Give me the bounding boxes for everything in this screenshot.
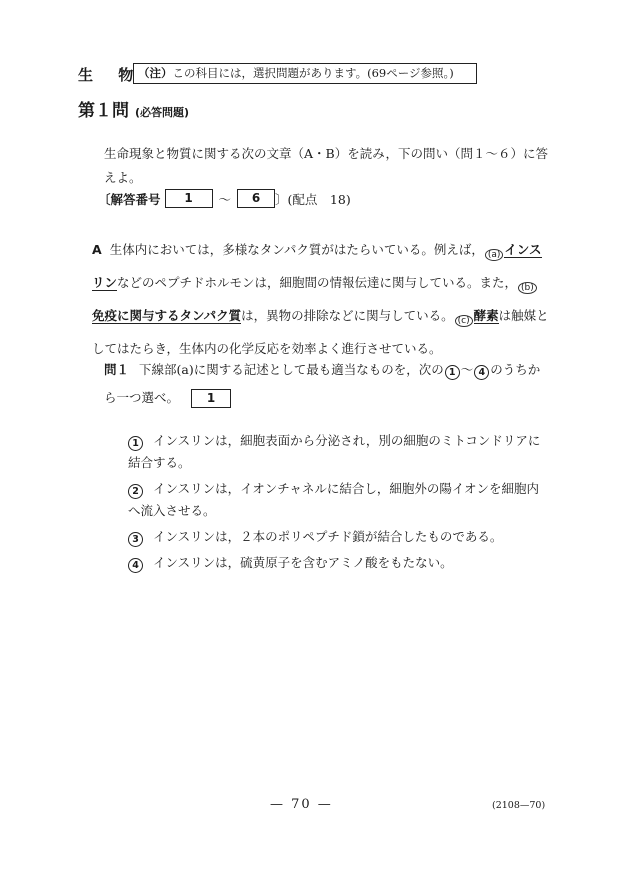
question-title [78,96,189,121]
marker-c: (c) [455,315,473,327]
note-text: この科目には，選択問題があります。(69ページ参照。) [172,66,454,80]
answer-label: 〔解答番号 [98,191,161,207]
option-1-number: 1 [128,436,143,451]
option-4[interactable] [128,552,548,574]
question-1-tilde: 〜 [460,362,474,377]
option-1-text: インスリンは，細胞表面から分泌され，別の細胞のミトコンドリアに結合する。 [128,433,541,470]
underline-a: インスリン [92,242,542,290]
question-1-text-2: のうちから一つ選べ。 [104,362,541,405]
option-3-text: インスリンは，２本のポリペプチド鎖が結合したものである。 [153,529,503,544]
marker-a: (a) [485,249,504,261]
answer-box-to: 6 [237,189,275,208]
underline-c: 酵素 [473,308,499,323]
page-code: (2108—70) [492,800,546,811]
question-number: 第１問 [78,101,129,121]
section-a-text-3: は，異物の排除などに関与している。 [241,308,454,323]
option-4-text: インスリンは，硫黄原子を含むアミノ酸をもたない。 [153,555,453,570]
section-a-text-2: などのペプチドホルモンは，細胞間の情報伝達に関与している。また， [117,275,518,290]
underline-b: 免疫に関与するタンパク質 [92,308,242,323]
required-label: (必答問題) [135,106,190,119]
subject-note [133,63,477,84]
option-3-number: 3 [128,532,143,547]
section-a-text-1: 生体内においては，多様なタンパク質がはたらいている。例えば， [109,242,484,257]
answer-box-from: 1 [165,189,213,208]
subject-title: 生 物 [78,66,144,84]
option-4-number: 4 [128,558,143,573]
answer-range [98,189,351,208]
question-1-text-1: 下線部(a)に関する記述として最も適当なものを，次の [139,362,444,377]
question-1-answer-box: 1 [191,389,231,408]
option-list [128,430,548,578]
option-1[interactable] [128,430,548,474]
option-2-text: インスリンは，イオンチャネルに結合し，細胞外の陽イオンを細胞内へ流入させる。 [128,481,540,518]
answer-tilde: 〜 [218,191,232,207]
section-a-text-4: は触媒としてはたらき，生体内の化学反応を効率よく進行させている。 [92,308,549,356]
section-a-label: A [92,242,102,257]
circled-4-ref: 4 [474,365,489,380]
option-2[interactable] [128,478,548,522]
question-intro: 生命現象と物質に関する次の文章（A・B）を読み，下の問い（問１〜６）に答えよ。 [104,146,548,185]
question-1-number: 問１ [104,362,130,377]
circled-1-ref: 1 [445,365,460,380]
question-1 [104,356,550,412]
option-3[interactable] [128,526,548,548]
page-number: — 70 — [270,797,333,812]
points-label: 〕(配点 18) [275,191,351,207]
option-2-number: 2 [128,484,143,499]
section-a-text [92,236,550,363]
note-prefix: （注） [138,66,173,80]
marker-b: (b) [518,282,537,294]
